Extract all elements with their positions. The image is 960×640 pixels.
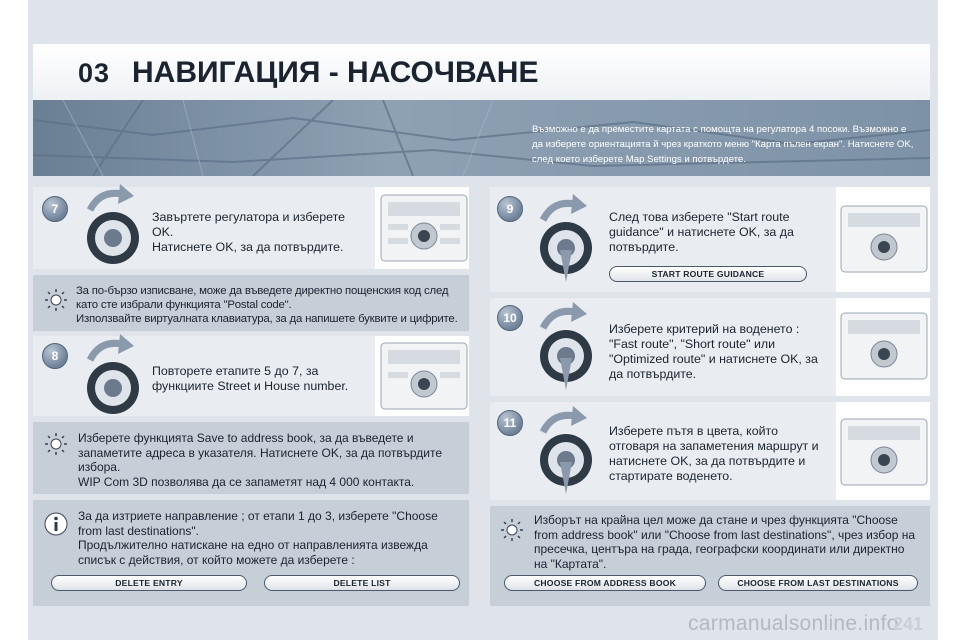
rotary-knob-icon	[533, 298, 603, 394]
rotary-knob-icon	[533, 190, 603, 286]
choose-tip-text: Изборът на крайна цел може да стане и чрез функцията "Choose from address book" или "Choose from last destinations", чрез избор на пресечка, центъра на града, географски координати или директно на "Картата".	[534, 513, 916, 571]
radio-unit-icon	[840, 312, 928, 380]
step-11-badge: 11	[497, 410, 523, 436]
step-8-text: Повторете етапите 5 до 7, за функциите Street и House number.	[152, 364, 349, 393]
save-tip-text: Изберете функцията Save to address book, за да въведете и запаметите адреса в указателя. Натиснете OK, за да потвърдите избора. WIP Com 3D позволява да се запаметят над 4 000 контакта.	[78, 431, 443, 489]
rotary-knob-icon	[533, 402, 603, 498]
delete-info-text: За да изтриете направление ; от етапи 1 до 3, изберете "Choose from last destinations". Продължително натискане на едно от направленията извежда списък с действия, от който можете да изберете :	[78, 509, 438, 567]
step-10-badge: 10	[497, 305, 523, 331]
delete-list-button[interactable]: DELETE LIST	[264, 575, 460, 591]
sun-bulb-icon	[44, 432, 68, 456]
info-i-icon	[44, 512, 68, 536]
step-9-text: След това изберете "Start route guidance" и натиснете OK, за да потвърдите.	[609, 210, 794, 254]
rotary-knob-icon	[80, 180, 150, 276]
step-10-text: Изберете критерий на воденето : "Fast route", "Short route" или "Optimized route" и натиснете OK, за да потвърдите.	[609, 322, 818, 381]
header-note: Възможно е да преместите картата с помощта на регулатора 4 посоки. Възможно е да изберете ориентацията й чрез краткото меню "Карта пълен екран". Натиснете OK, след което изберете Map Settings и потвърдете.	[532, 124, 914, 165]
delete-entry-button[interactable]: DELETE ENTRY	[51, 575, 247, 591]
page-title: НАВИГАЦИЯ - НАСОЧВАНЕ	[132, 56, 539, 89]
rotary-knob-icon	[80, 330, 150, 426]
radio-unit-icon	[840, 205, 928, 273]
radio-unit-icon	[380, 194, 468, 262]
radio-unit-icon	[840, 418, 928, 486]
step-11-text: Изберете пътя в цвета, който отговаря на запаметения маршрут и натиснете OK, за да потвърдите и стартирате воденето.	[609, 424, 819, 483]
step-7-text: Завъртете регулатора и изберете OK. Натиснете OK, за да потвърдите.	[152, 210, 345, 254]
sun-bulb-icon	[44, 288, 68, 312]
radio-unit-icon	[380, 342, 468, 410]
chapter-number: 03	[78, 58, 111, 88]
step-8-badge: 8	[42, 343, 68, 369]
sun-bulb-icon	[500, 518, 524, 542]
postal-tip-text: За по-бързо изписване, може да въведете директно пощенския код след като сте избрали функцията "Postal code". Използвайте виртуалната клавиатура, за да напишете буквите и цифрите.	[76, 285, 458, 325]
page-number: 241	[893, 614, 924, 634]
choose-from-last-destinations-button[interactable]: CHOOSE FROM LAST DESTINATIONS	[718, 575, 918, 591]
watermark: carmanualsonline.info	[688, 612, 899, 635]
step-7-badge: 7	[42, 196, 68, 222]
start-route-guidance-button[interactable]: START ROUTE GUIDANCE	[609, 266, 807, 282]
choose-from-address-book-button[interactable]: CHOOSE FROM ADDRESS BOOK	[504, 575, 706, 591]
step-9-badge: 9	[497, 196, 523, 222]
